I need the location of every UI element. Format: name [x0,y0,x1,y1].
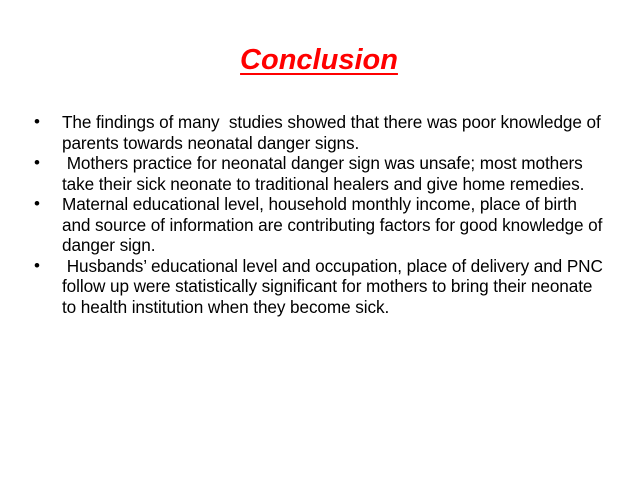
bullet-text: Maternal educational level, household monthly income, place of birth and source of information are contributing factors for good knowledge of danger sign. [62,194,607,255]
bullet-text: Husbands’ educational level and occupation, place of delivery and PNC follow up were statistically significant for mothers to bring their neonate to health institution when they become sick. [62,255,608,317]
bullet-text: The findings of many studies showed that there was poor knowledge of parents towards neonatal danger signs. [62,112,606,153]
bullet-text: Mothers practice for neonatal danger sign was unsafe; most mothers take their sick neonate to traditional healers and give home remedies. [62,153,588,194]
bullet-item [34,112,604,153]
bullet-dot-icon: • [34,194,40,213]
bullet-item [34,255,608,318]
bullet-list [34,112,608,317]
bullet-item [34,153,604,194]
bullet-item [34,194,607,256]
bullet-dot-icon: • [34,153,40,172]
bullet-dot-icon: • [34,255,40,275]
slide-title: Conclusion [240,44,398,76]
bullet-dot-icon: • [34,112,40,131]
